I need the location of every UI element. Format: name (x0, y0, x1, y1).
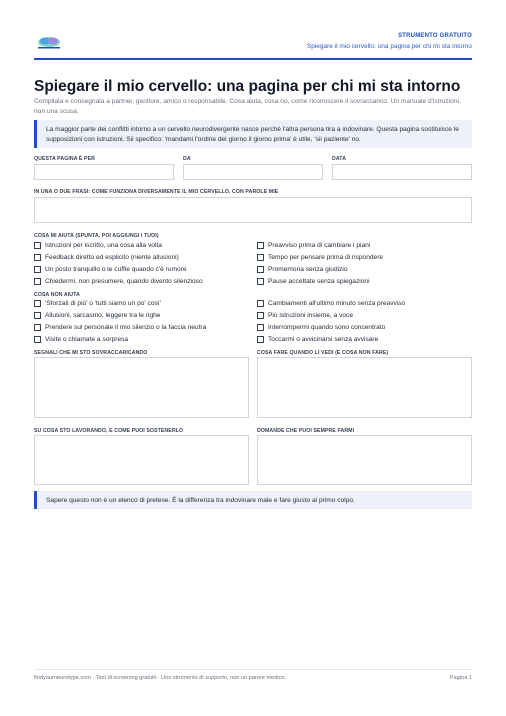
header-subtitle: Spiegare il mio cervello: una pagina per chi mi sta intorno (306, 43, 472, 50)
logo (34, 34, 64, 50)
checkbox[interactable] (257, 336, 264, 343)
date-field[interactable] (332, 164, 472, 180)
checkbox[interactable] (257, 278, 264, 285)
callout-intro-text: La maggior parte dei conflitti intorno a un cervello neurodivergente nasce perché l'altra persona tira a indovinare. Questa pagina sostituisce le supposizioni con istruzioni. Sii specifico: 'mandami l'ordine del giorno il giorno prima' è utile, 'sii paziente' no. (46, 126, 459, 143)
checklist-item[interactable]: Visite o chiamate a sorpresa (34, 333, 249, 345)
checkbox[interactable] (257, 324, 264, 331)
intro-text: Compilala e consegnala a partner, genitore, amico o responsabile. Cosa aiuta, cosa no, come riconoscere il sovraccarico. Un manuale d'istruzioni, non una scusa. (34, 98, 461, 115)
checklist-item[interactable]: Tempo per pensare prima di rispondere (257, 251, 472, 263)
checklist-item[interactable]: Un posto tranquillo o le cuffie quando c'è rumore (34, 263, 249, 275)
page-number: Pagina 1 (449, 675, 472, 681)
checkbox[interactable] (34, 242, 41, 249)
checkbox[interactable] (257, 242, 264, 249)
checkbox[interactable] (257, 300, 264, 307)
checklist-item[interactable]: Istruzioni per iscritto, una cosa alla volta (34, 239, 249, 251)
helps-label: COSA MI AIUTA (SPUNTA, POI AGGIUNGI I TUOI) (34, 233, 159, 239)
footer-divider (34, 669, 472, 670)
callout-closing (34, 491, 472, 509)
how-brain-works-field[interactable] (34, 197, 472, 223)
checkbox[interactable] (257, 266, 264, 273)
checklist-item[interactable]: Interrompermi quando sono concentrato (257, 321, 472, 333)
header-tag: STRUMENTO GRATUITO (398, 33, 472, 39)
checklist-item[interactable]: Toccarmi o avvicinarsi senza avvisare (257, 333, 472, 345)
page-for-field[interactable] (34, 164, 174, 180)
working-on-field[interactable] (34, 435, 249, 485)
checklist-item[interactable]: Pause accettate senza spiegazioni (257, 275, 472, 287)
checklist-item[interactable]: 'Sforzati di più' o 'tutti siamo un po' così' (34, 297, 249, 309)
not-helps-list-right (257, 297, 472, 345)
checklist-item[interactable]: Allusioni, sarcasmo, leggere tra le righe (34, 309, 249, 321)
not-helps-label: COSA NON AIUTA (34, 292, 80, 298)
what-to-do-label: COSA FARE QUANDO LI VEDI (E COSA NON FARE) (257, 350, 389, 356)
what-to-do-field[interactable] (257, 357, 472, 418)
checklist-item[interactable]: Prendere sul personale il mio silenzio o la faccia neutra (34, 321, 249, 333)
from-label: DA (183, 156, 191, 162)
date-label: DATA (332, 156, 347, 162)
overload-signs-field[interactable] (34, 357, 249, 418)
header-divider (34, 58, 472, 60)
page-title: Spiegare il mio cervello: una pagina per chi mi sta intorno (34, 78, 461, 95)
checkbox[interactable] (257, 312, 264, 319)
callout-closing-text: Sapere questo non è un elenco di pretese. È la differenza tra indovinare male e fare giusto al primo colpo. (46, 497, 355, 504)
checkbox[interactable] (34, 266, 41, 273)
checkbox[interactable] (34, 312, 41, 319)
callout-intro (34, 120, 472, 148)
overload-signs-label: SEGNALI CHE MI STO SOVRACCARICANDO (34, 350, 148, 356)
footer-text: findyourneurotype.com · Test di screening gratuiti · Uno strumento di supporto, non un parere medico. (34, 675, 287, 681)
checklist-item[interactable]: Chiedermi, non presumere, quando divento silenzioso (34, 275, 249, 287)
checkbox[interactable] (257, 254, 264, 261)
checklist-item[interactable]: Preavviso prima di cambiare i piani (257, 239, 472, 251)
helps-list-right (257, 239, 472, 287)
not-helps-list-left (34, 297, 249, 345)
checklist-item[interactable]: Feedback diretto ed esplicito (niente allusioni) (34, 251, 249, 263)
questions-label: DOMANDE CHE PUOI SEMPRE FARMI (257, 428, 355, 434)
from-field[interactable] (183, 164, 323, 180)
checklist-item[interactable]: Promemoria senza giudizio (257, 263, 472, 275)
checkbox[interactable] (34, 336, 41, 343)
checklist-item[interactable]: Più istruzioni insieme, a voce (257, 309, 472, 321)
checkbox[interactable] (34, 278, 41, 285)
questions-field[interactable] (257, 435, 472, 485)
helps-list-left (34, 239, 249, 287)
page-for-label: QUESTA PAGINA È PER (34, 156, 95, 162)
checkbox[interactable] (34, 324, 41, 331)
checklist-item[interactable]: Cambiamenti all'ultimo minuto senza preavviso (257, 297, 472, 309)
how-brain-works-label: IN UNA O DUE FRASI: COME FUNZIONA DIVERSAMENTE IL MIO CERVELLO, CON PAROLE MIE (34, 189, 279, 195)
checkbox[interactable] (34, 254, 41, 261)
working-on-label: SU COSA STO LAVORANDO, E COME PUOI SOSTENERLO (34, 428, 184, 434)
checkbox[interactable] (34, 300, 41, 307)
